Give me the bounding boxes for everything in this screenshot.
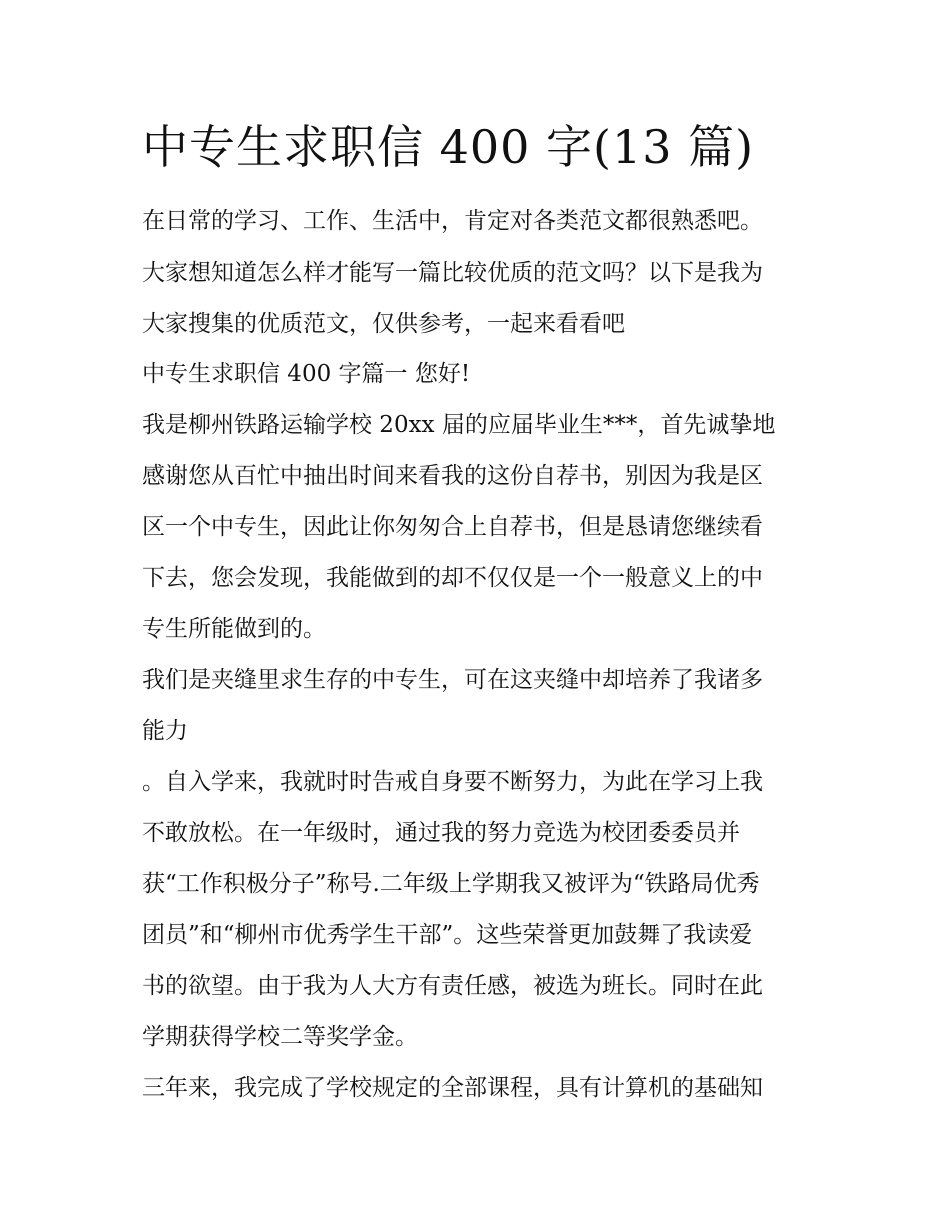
- paragraph-line: 获“工作积极分子”称号.二年级上学期我又被评为“铁路局优秀: [142, 871, 760, 897]
- paragraph-line: 我们是夹缝里求生存的中专生，可在这夹缝中却培养了我诸多: [142, 667, 763, 693]
- paragraph-line: 中专生求职信 400 字篇一 您好!: [142, 361, 471, 387]
- paragraph-line: 不敢放松。在一年级时，通过我的努力竞选为校团委委员并: [142, 820, 740, 846]
- paragraph-line: 书的欲望。由于我为人大方有责任感，被选为班长。同时在此: [142, 973, 763, 999]
- paragraph-line: 三年来，我完成了学校规定的全部课程，具有计算机的基础知: [142, 1075, 763, 1101]
- paragraph-line: 区一个中专生，因此让你匆匆合上自荐书，但是恳请您继续看: [142, 514, 763, 540]
- paragraph-line: 专生所能做到的。: [142, 616, 326, 642]
- paragraph-line: 感谢您从百忙中抽出时间来看我的这份自荐书，别因为我是区: [142, 463, 763, 489]
- paragraph-line: 大家想知道怎么样才能写一篇比较优质的范文吗？以下是我为: [142, 260, 763, 286]
- paragraph-line: 团员”和“柳州市优秀学生干部”。这些荣誉更加鼓舞了我读爱: [142, 922, 753, 948]
- document-title: 中专生求职信 400 字(13 篇): [142, 120, 755, 174]
- paragraph-line: 。自入学来，我就时时告戒自身要不断努力，为此在学习上我: [142, 769, 763, 795]
- paragraph-line: 能力: [142, 718, 188, 744]
- paragraph-line: 大家搜集的优质范文，仅供参考，一起来看看吧: [142, 311, 625, 337]
- paragraph-line: 下去，您会发现，我能做到的却不仅仅是一个一般意义上的中: [142, 565, 763, 591]
- paragraph-line: 我是柳州铁路运输学校 20xx 届的应届毕业生***，首先诚挚地: [142, 412, 776, 438]
- paragraph-line: 在日常的学习、工作、生活中，肯定对各类范文都很熟悉吧。: [142, 208, 763, 234]
- paragraph-line: 学期获得学校二等奖学金。: [142, 1024, 418, 1050]
